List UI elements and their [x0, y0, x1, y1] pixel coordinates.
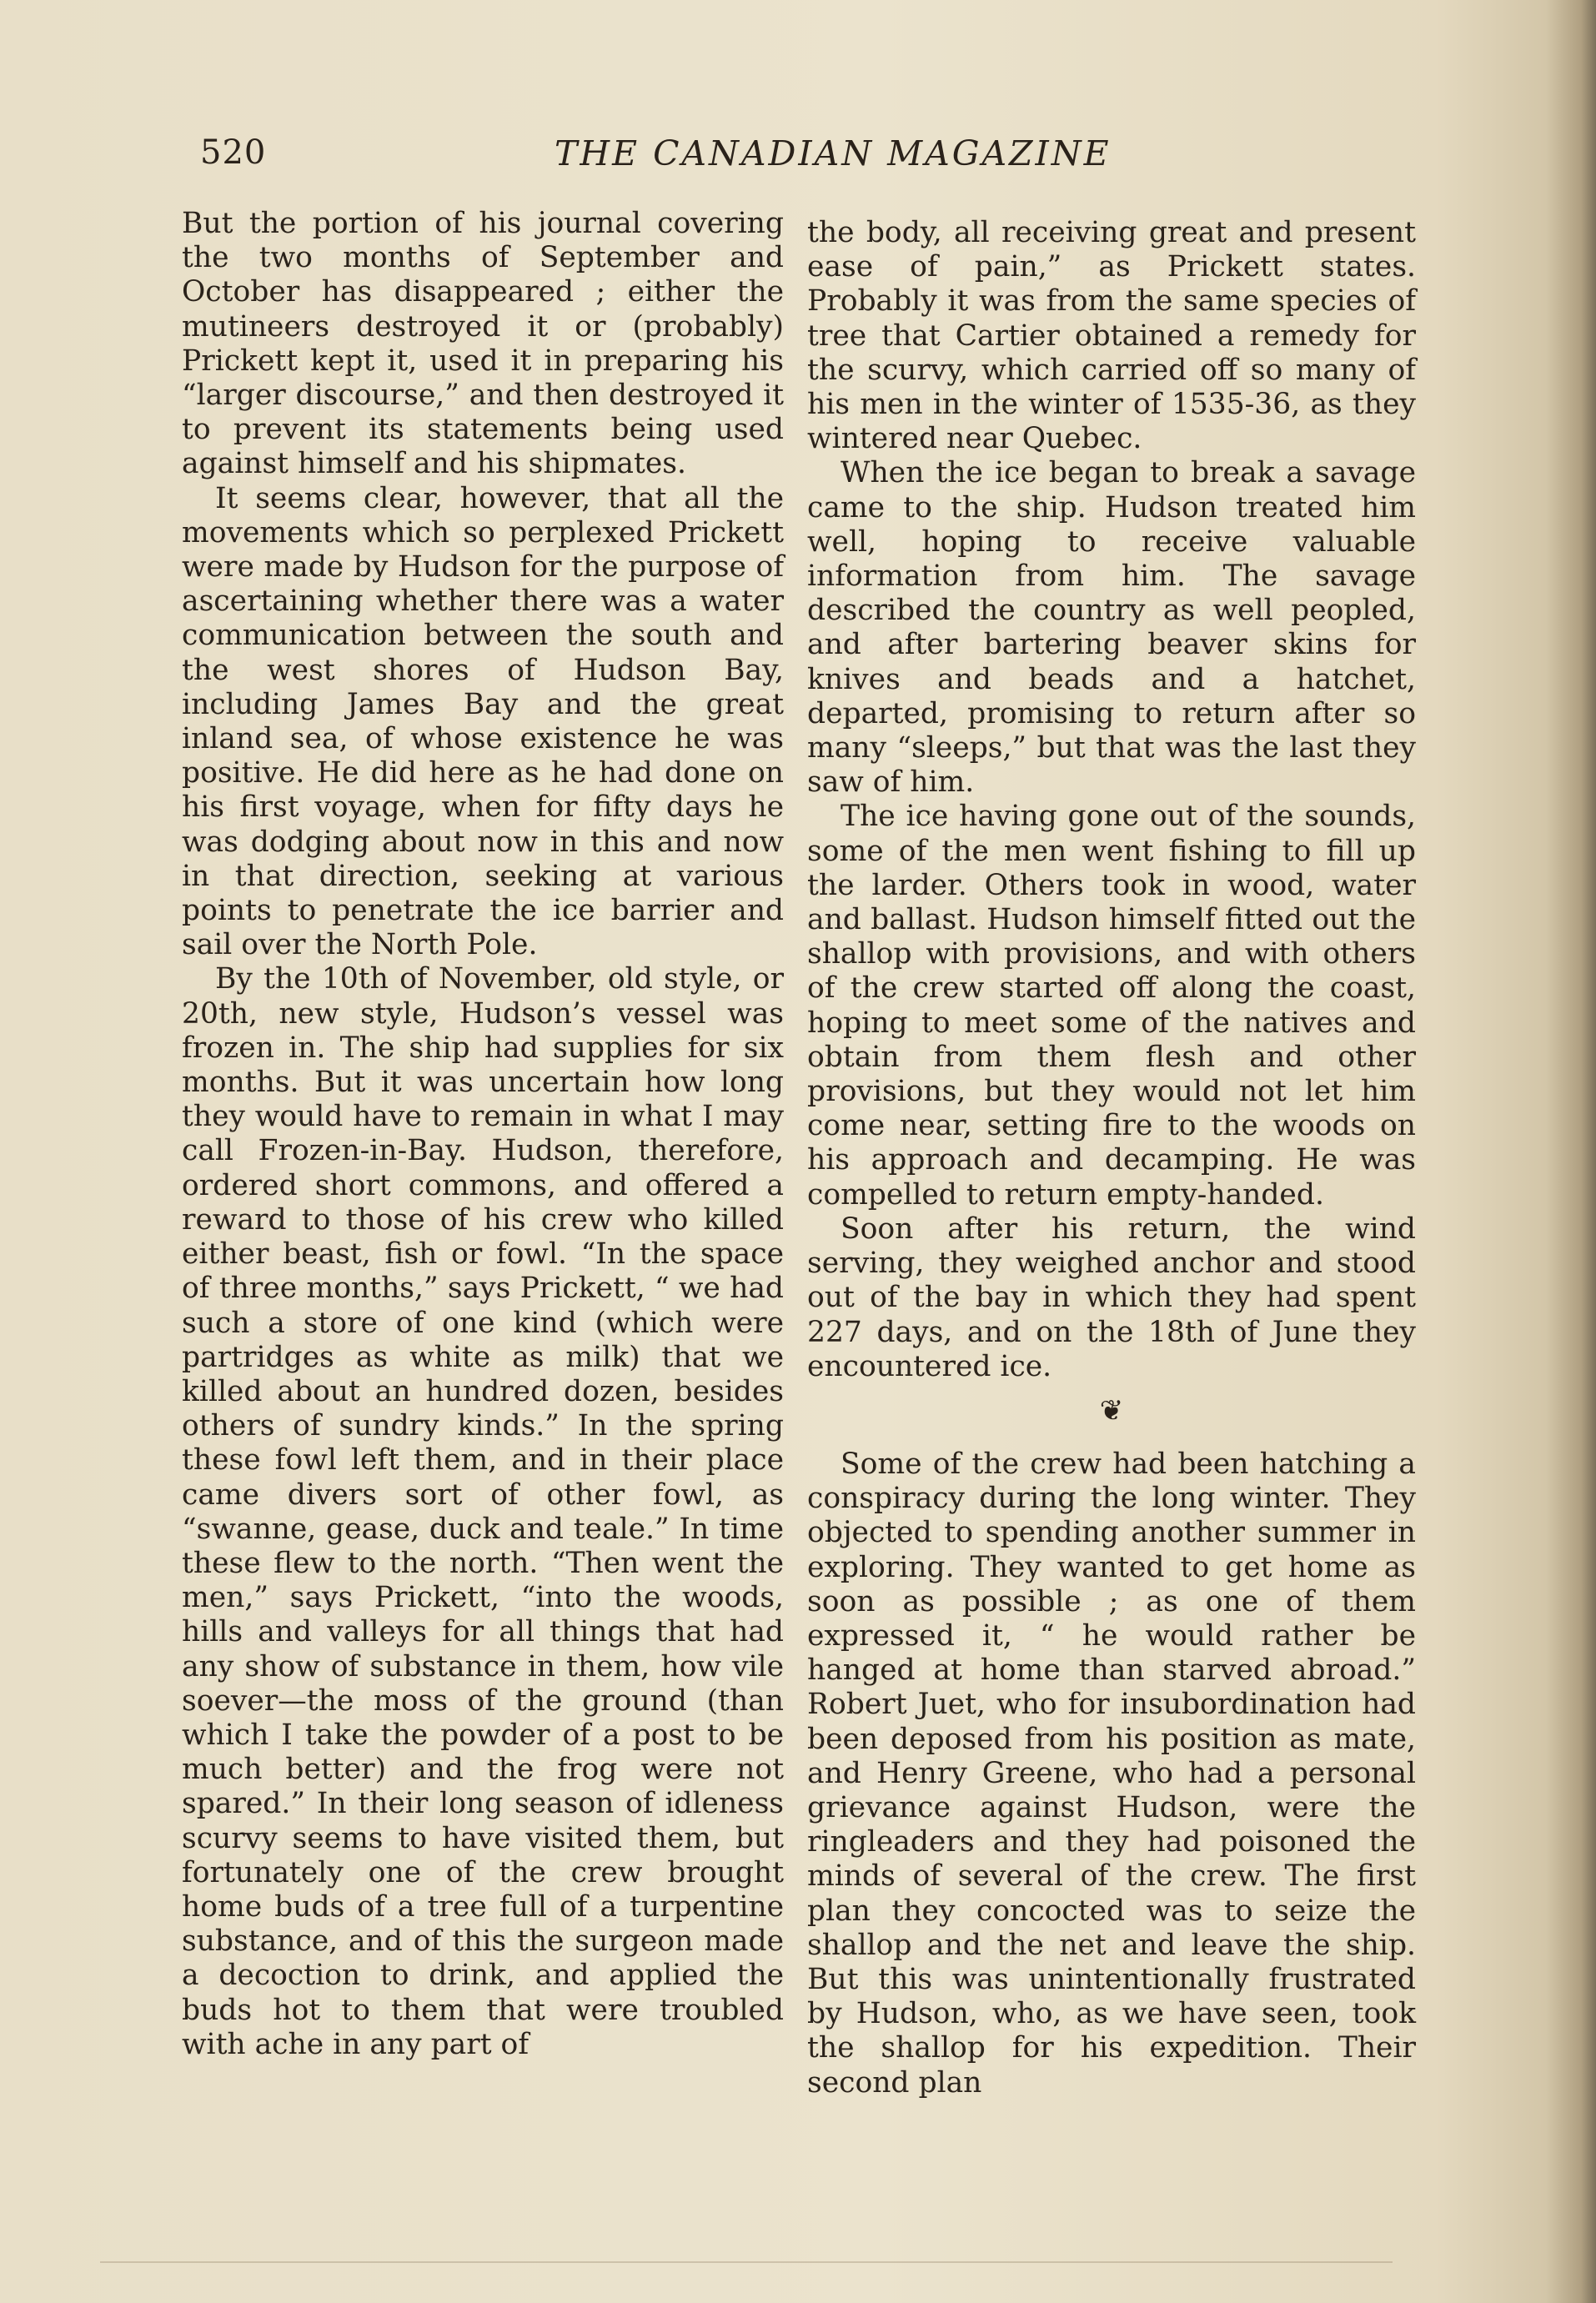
paragraph: By the 10th of November, old style, or 20th, new style, Hudson’s vessel was frozen in. The ship had supplies for six months. But it was uncertain how long they would have to remain in what I may call Frozen-in-Bay. Hudson, therefore, ordered short commons, and offered a reward to those of his crew who killed either beast, fish or fowl. “In the space of three months,” says Prickett, “ we had such a store of one kind (which were partridges as white as milk) that we killed about an hundred dozen, besides others of sundry kinds.” In the spring these fowl left them, and in their place came divers sort of other fowl, as “swanne, gease, duck and teale.” In time these flew to the north. “Then went the men,” says Prickett, “into the woods, hills and valleys for all things that had any show of substance in them, how vile soever—the moss of the ground (than which I take the powder of a post to be much better) and the frog were not spared.” In their long season of idleness scurvy seems to have visited them, but fortunately one of the crew brought home buds of a tree full of a turpentine substance, and of this the surgeon made a decoction to drink, and applied the buds hot to them that were troubled with ache in any part of — [182, 962, 784, 2061]
paragraph: Some of the crew had been hatching a conspiracy during the long winter. They objected to spending another summer in exploring. They wanted to get home as soon as possible ; as one of them expressed it, “ he would rather be hanged at home than starved abroad.” Robert Juet, who for insubordination had been deposed from his position as mate, and Henry Greene, who had a personal grievance against Hudson, were the ringleaders and they had poisoned the minds of several of the crew. The first plan they concocted was to seize the shallop and the net and leave the ship. But this was unintentionally frustrated by Hudson, who, as we have seen, took the shallop for his expedition. Their second plan — [807, 1447, 1416, 2100]
paragraph: It seems clear, however, that all the movements which so perplexed Prickett were made by Hudson for the purpose of ascertaining whether there was a water communication between the south and the west shores of Hudson Bay, including James Bay and the great inland sea, of whose existence he was positive. He did here as he had done on his first voyage, when for fifty days he was dodging about now in this and now in that direction, seeking at various points to penetrate the ice barrier and sail over the North Pole. — [182, 481, 784, 962]
page-number: 520 — [200, 133, 267, 172]
section-break-ornament-icon: ❦ — [1099, 1393, 1124, 1427]
page-binding-shadow — [1546, 0, 1596, 2303]
left-column — [182, 207, 784, 2062]
paragraph: When the ice began to break a savage came to the ship. Hudson treated him well, hoping to receive valuable information from him. The savage described the country as well peopled, and after bartering beaver skins for knives and beads and a hatchet, departed, promising to return after so many “sleeps,” but that was the last they saw of him. — [807, 456, 1416, 800]
page-edge-line — [100, 2261, 1393, 2263]
paragraph: the body, all receiving great and present ease of pain,” as Prickett states. Probably it was from the same species of tree that Cartier obtained a remedy for the scurvy, which carried off so many of his men in the winter of 1535-36, as they wintered near Quebec. — [807, 216, 1416, 456]
right-column — [807, 216, 1416, 2100]
paragraph: But the portion of his journal covering the two months of September and October has disappeared ; either the mutineers destroyed it or (probably) Prickett kept it, used it in preparing his “larger discourse,” and then destroyed it to prevent its statements being used against himself and his shipmates. — [182, 207, 784, 481]
running-title: THE CANADIAN MAGAZINE — [555, 133, 1112, 173]
paragraph: The ice having gone out of the sounds, some of the men went fishing to fill up the larder. Others took in wood, water and ballast. Hudson himself fitted out the shallop with provisions, and with others of the crew started off along the coast, hoping to meet some of the natives and obtain from them flesh and other provisions, but they would not let him come near, setting fire to the woods on his approach and decamping. He was compelled to return empty-handed. — [807, 800, 1416, 1212]
paragraph: Soon after his return, the wind serving, they weighed anchor and stood out of the bay in which they had spent 227 days, and on the 18th of June they encountered ice. — [807, 1212, 1416, 1383]
